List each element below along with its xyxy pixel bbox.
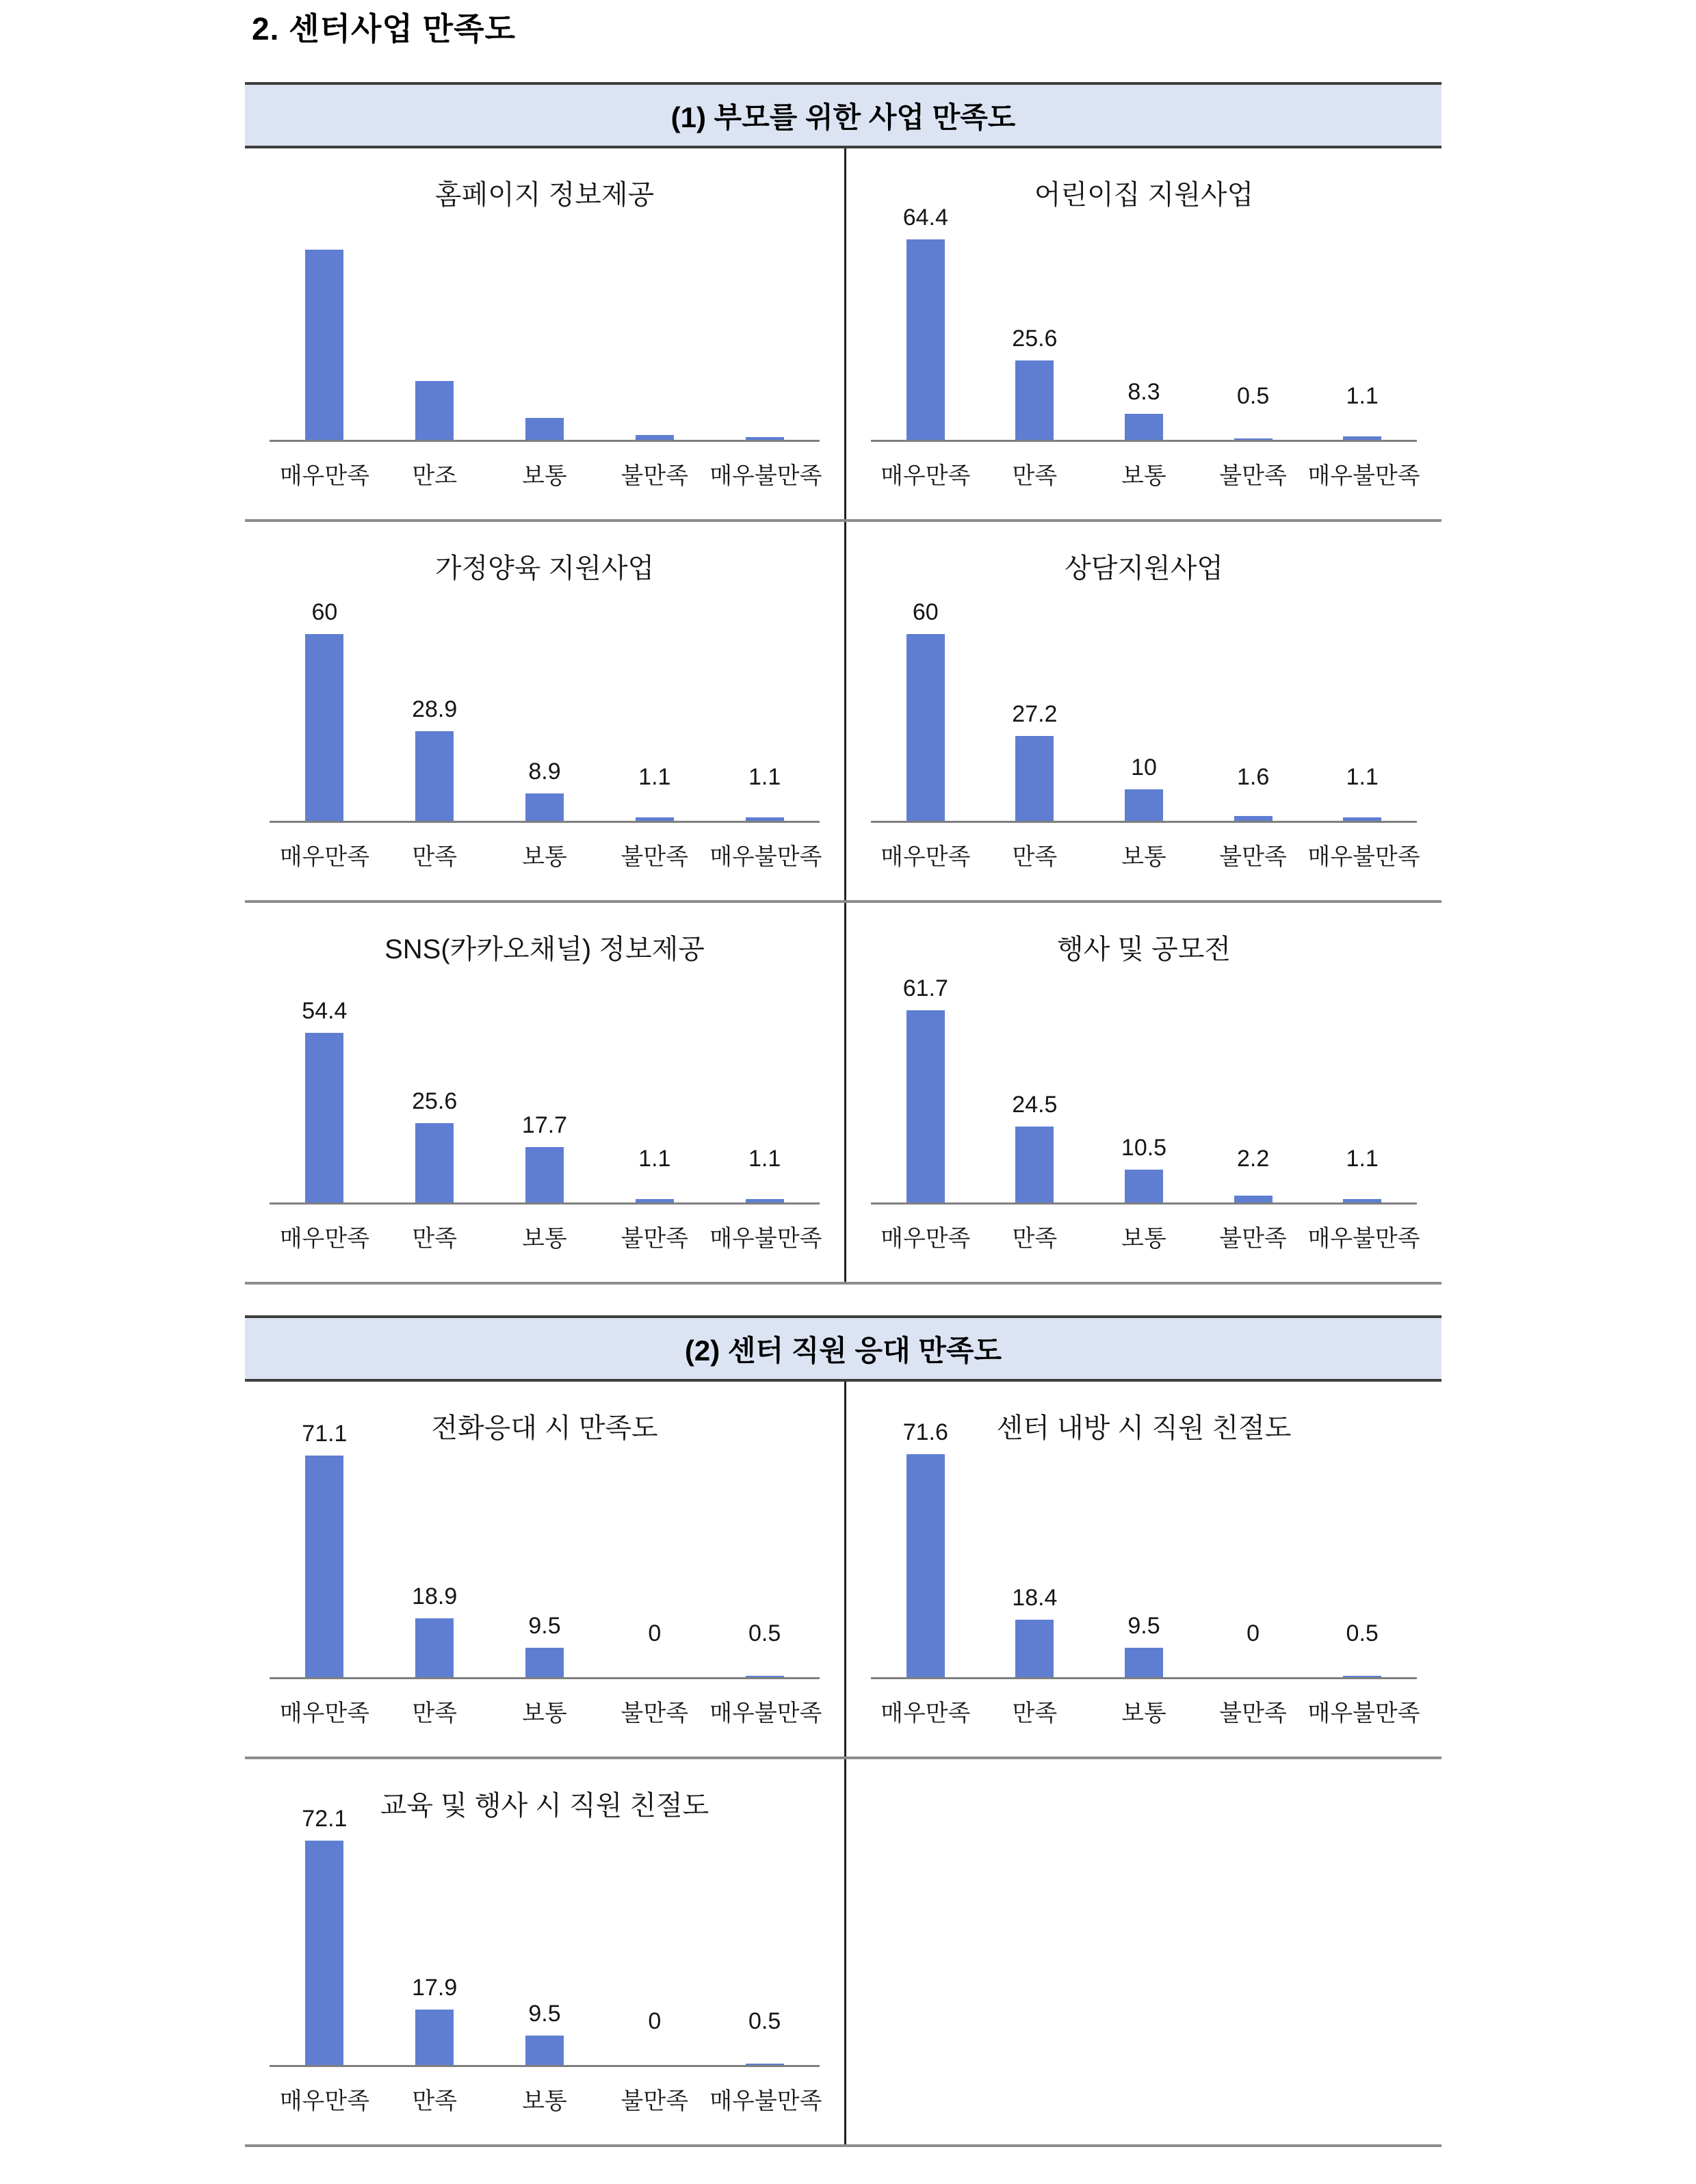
bar bbox=[305, 1456, 343, 1677]
bar-value-label: 27.2 bbox=[1012, 701, 1058, 727]
chart-plot-area bbox=[270, 212, 820, 442]
category-axis bbox=[871, 457, 1420, 490]
chart-title: 전화응대 시 만족도 bbox=[431, 1413, 658, 1443]
chart-title: 홈페이지 정보제공 bbox=[434, 180, 655, 210]
bar-value-label: 72.1 bbox=[302, 1806, 348, 1832]
category-label: 보통 bbox=[522, 1700, 567, 1726]
category-label: 보통 bbox=[1121, 1226, 1166, 1252]
bar bbox=[525, 793, 564, 821]
chart-plot-area bbox=[270, 966, 820, 1205]
category-label: 보통 bbox=[1121, 1700, 1166, 1726]
category-label: 매우불만족 bbox=[1307, 844, 1420, 870]
category-label: 매우불만족 bbox=[709, 2088, 822, 2114]
chart-cell-phone bbox=[245, 1382, 846, 1757]
category-label: 보통 bbox=[1121, 463, 1166, 489]
bar-value-label: 0.5 bbox=[1236, 383, 1270, 409]
bar bbox=[525, 418, 564, 440]
bar-value-label: 2.2 bbox=[1236, 1146, 1270, 1172]
chart-title: 센터 내방 시 직원 친절도 bbox=[996, 1413, 1292, 1443]
bar bbox=[305, 250, 343, 440]
bar-value-label: 25.6 bbox=[1012, 326, 1058, 352]
bar bbox=[906, 239, 945, 440]
bar-value-label: 10.5 bbox=[1121, 1135, 1167, 1161]
bar-value-label: 61.7 bbox=[902, 975, 948, 1001]
bar-chart bbox=[846, 903, 1441, 1282]
category-axis bbox=[270, 838, 820, 871]
category-label: 매우불만족 bbox=[709, 1700, 822, 1726]
category-label: 보통 bbox=[1121, 844, 1166, 870]
category-label: 매우불만족 bbox=[709, 463, 822, 489]
bar bbox=[525, 2036, 564, 2065]
bar bbox=[1015, 360, 1054, 440]
bar bbox=[415, 731, 454, 821]
bar-value-label: 0 bbox=[1247, 1620, 1260, 1646]
category-label: 보통 bbox=[522, 844, 567, 870]
bar-value-label: 1.1 bbox=[748, 1146, 781, 1172]
bar-value-label: 1.1 bbox=[1346, 1146, 1379, 1172]
category-axis bbox=[270, 1220, 820, 1253]
bar-chart bbox=[846, 148, 1441, 519]
bar bbox=[746, 437, 784, 440]
bar-value-label: 18.9 bbox=[412, 1583, 458, 1609]
bar-value-label: 60 bbox=[311, 599, 338, 625]
chart-title: 행사 및 공모전 bbox=[1056, 934, 1231, 964]
category-axis bbox=[270, 457, 820, 490]
bar bbox=[1015, 736, 1054, 821]
bar-value-label: 60 bbox=[912, 599, 939, 625]
bar-value-label: 54.4 bbox=[302, 998, 348, 1024]
category-label: 만족 bbox=[412, 2088, 458, 2114]
bar bbox=[746, 1199, 784, 1202]
category-label: 불만족 bbox=[1219, 1226, 1287, 1252]
category-axis bbox=[871, 838, 1420, 871]
category-axis bbox=[871, 1694, 1420, 1728]
bar-value-label: 18.4 bbox=[1012, 1585, 1058, 1611]
bar bbox=[1343, 1676, 1381, 1677]
bar-value-label: 17.9 bbox=[412, 1975, 458, 2001]
bar bbox=[1125, 1648, 1163, 1677]
bar-chart bbox=[245, 148, 844, 519]
bar-chart bbox=[846, 1382, 1441, 1757]
chart-row bbox=[245, 1759, 1441, 2147]
bar bbox=[305, 1033, 343, 1202]
category-label: 불만족 bbox=[621, 463, 689, 489]
chart-title: 가정양육 지원사업 bbox=[434, 553, 655, 583]
chart-cell-counseling bbox=[846, 522, 1441, 900]
bar-value-label: 1.1 bbox=[1346, 764, 1379, 790]
category-label: 매우만족 bbox=[279, 844, 370, 870]
bar bbox=[906, 634, 945, 821]
category-label: 매우불만족 bbox=[1307, 463, 1420, 489]
bar bbox=[1343, 436, 1381, 440]
bar-chart bbox=[245, 522, 844, 900]
bar bbox=[1234, 816, 1273, 821]
chart-plot-area bbox=[871, 205, 1417, 442]
category-axis bbox=[270, 1694, 820, 1728]
empty-cell bbox=[846, 1759, 1441, 2144]
bar bbox=[525, 1648, 564, 1677]
chart-title: SNS(카카오채널) 정보제공 bbox=[384, 934, 705, 964]
category-label: 매우만족 bbox=[279, 1700, 370, 1726]
page-title: 2. 센터사업 만족도 bbox=[252, 11, 516, 47]
bar bbox=[1234, 1196, 1273, 1202]
bar bbox=[525, 1147, 564, 1202]
chart-cell-events bbox=[846, 903, 1441, 1282]
chart-cell-visit bbox=[846, 1382, 1441, 1757]
bar-value-label: 0.5 bbox=[748, 2008, 781, 2034]
bar-value-label: 0.5 bbox=[748, 1620, 781, 1646]
bar bbox=[1343, 1199, 1381, 1202]
bar bbox=[415, 1618, 454, 1677]
chart-cell-homepage bbox=[245, 148, 846, 519]
category-label: 매우만족 bbox=[880, 1226, 971, 1252]
chart-title: 상담지원사업 bbox=[1065, 553, 1223, 583]
bar-chart bbox=[245, 1759, 844, 2144]
bar-chart bbox=[245, 1382, 844, 1757]
bar bbox=[305, 1841, 343, 2065]
bar bbox=[746, 2064, 784, 2065]
section-staff-satisfaction bbox=[245, 1315, 1441, 2147]
bar bbox=[305, 634, 343, 821]
bar-value-label: 1.1 bbox=[638, 1146, 671, 1172]
category-label: 매우불만족 bbox=[1307, 1700, 1420, 1726]
category-label: 보통 bbox=[522, 1226, 567, 1252]
category-label: 만족 bbox=[1012, 1226, 1058, 1252]
bar-value-label: 25.6 bbox=[412, 1088, 458, 1114]
chart-row bbox=[245, 1382, 1441, 1759]
bar-value-label: 1.1 bbox=[638, 764, 671, 790]
bar-value-label: 71.6 bbox=[902, 1419, 948, 1445]
bar-value-label: 9.5 bbox=[528, 1613, 561, 1639]
category-label: 만조 bbox=[412, 463, 458, 489]
bar-value-label: 8.9 bbox=[528, 759, 561, 785]
category-label: 만족 bbox=[1012, 844, 1058, 870]
chart-row bbox=[245, 903, 1441, 1285]
bar bbox=[1234, 438, 1273, 440]
chart-plot-area bbox=[871, 586, 1417, 823]
chart-row bbox=[245, 148, 1441, 522]
bar-value-label: 8.3 bbox=[1127, 379, 1160, 405]
category-label: 불만족 bbox=[1219, 463, 1287, 489]
bar bbox=[746, 1676, 784, 1677]
category-label: 불만족 bbox=[1219, 1700, 1287, 1726]
bar-value-label: 0.5 bbox=[1346, 1620, 1379, 1646]
bar bbox=[1125, 789, 1163, 821]
category-label: 매우만족 bbox=[279, 463, 370, 489]
bar bbox=[746, 817, 784, 821]
category-label: 보통 bbox=[522, 2088, 567, 2114]
bar-value-label: 24.5 bbox=[1012, 1092, 1058, 1118]
category-label: 불만족 bbox=[621, 844, 689, 870]
bar bbox=[1015, 1620, 1054, 1677]
bar bbox=[415, 2010, 454, 2065]
category-label: 불만족 bbox=[621, 1700, 689, 1726]
chart-cell-homecare bbox=[245, 522, 846, 900]
category-label: 불만족 bbox=[621, 2088, 689, 2114]
bar-value-label: 28.9 bbox=[412, 696, 458, 722]
category-label: 불만족 bbox=[1219, 844, 1287, 870]
category-label: 만족 bbox=[1012, 1700, 1058, 1726]
bar bbox=[1343, 817, 1381, 821]
bar-chart bbox=[846, 522, 1441, 900]
category-label: 매우불만족 bbox=[709, 844, 822, 870]
bar bbox=[906, 1010, 945, 1202]
chart-title: 교육 및 행사 시 직원 친절도 bbox=[380, 1791, 709, 1821]
bar bbox=[1125, 414, 1163, 440]
bar-value-label: 71.1 bbox=[302, 1421, 348, 1447]
bar bbox=[415, 1123, 454, 1202]
section-1-header: (1) 부모를 위한 사업 만족도 bbox=[245, 82, 1441, 148]
bar bbox=[906, 1454, 945, 1677]
category-label: 보통 bbox=[522, 463, 567, 489]
category-label: 매우만족 bbox=[279, 2088, 370, 2114]
chart-cell-daycare bbox=[846, 148, 1441, 519]
category-label: 만족 bbox=[412, 844, 458, 870]
bar bbox=[415, 381, 454, 440]
bar-value-label: 0 bbox=[648, 2008, 662, 2034]
bar bbox=[1015, 1127, 1054, 1202]
chart-title: 어린이집 지원사업 bbox=[1034, 180, 1254, 210]
bar-value-label: 9.5 bbox=[1127, 1613, 1160, 1639]
chart-plot-area bbox=[270, 586, 820, 823]
category-axis bbox=[270, 2082, 820, 2116]
category-axis bbox=[871, 1220, 1420, 1253]
bar-chart bbox=[245, 903, 844, 1282]
bar bbox=[636, 817, 674, 821]
category-label: 매우불만족 bbox=[709, 1226, 822, 1252]
bar-value-label: 10 bbox=[1131, 754, 1157, 780]
chart-plot-area bbox=[871, 966, 1417, 1205]
chart-cell-education bbox=[245, 1759, 846, 2144]
category-label: 매우만족 bbox=[880, 1700, 971, 1726]
bar-value-label: 1.1 bbox=[748, 764, 781, 790]
category-label: 매우만족 bbox=[279, 1226, 370, 1252]
bar-value-label: 1.1 bbox=[1346, 383, 1379, 409]
chart-row bbox=[245, 522, 1441, 903]
category-label: 매우만족 bbox=[880, 844, 971, 870]
category-label: 만족 bbox=[412, 1700, 458, 1726]
section-2-header: (2) 센터 직원 응대 만족도 bbox=[245, 1315, 1441, 1382]
bar bbox=[1125, 1170, 1163, 1202]
section-parents-satisfaction bbox=[245, 82, 1441, 1285]
category-label: 불만족 bbox=[621, 1226, 689, 1252]
chart-cell-sns bbox=[245, 903, 846, 1282]
bar-value-label: 17.7 bbox=[521, 1112, 568, 1138]
category-label: 매우만족 bbox=[880, 463, 971, 489]
category-label: 만족 bbox=[1012, 463, 1058, 489]
category-label: 매우불만족 bbox=[1307, 1226, 1420, 1252]
category-label: 만족 bbox=[412, 1226, 458, 1252]
bar-value-label: 0 bbox=[648, 1620, 662, 1646]
bar-value-label: 9.5 bbox=[528, 2001, 561, 2027]
bar-value-label: 1.6 bbox=[1236, 764, 1270, 790]
bar bbox=[636, 435, 674, 440]
bar-value-label: 64.4 bbox=[902, 205, 948, 231]
bar bbox=[636, 1199, 674, 1202]
